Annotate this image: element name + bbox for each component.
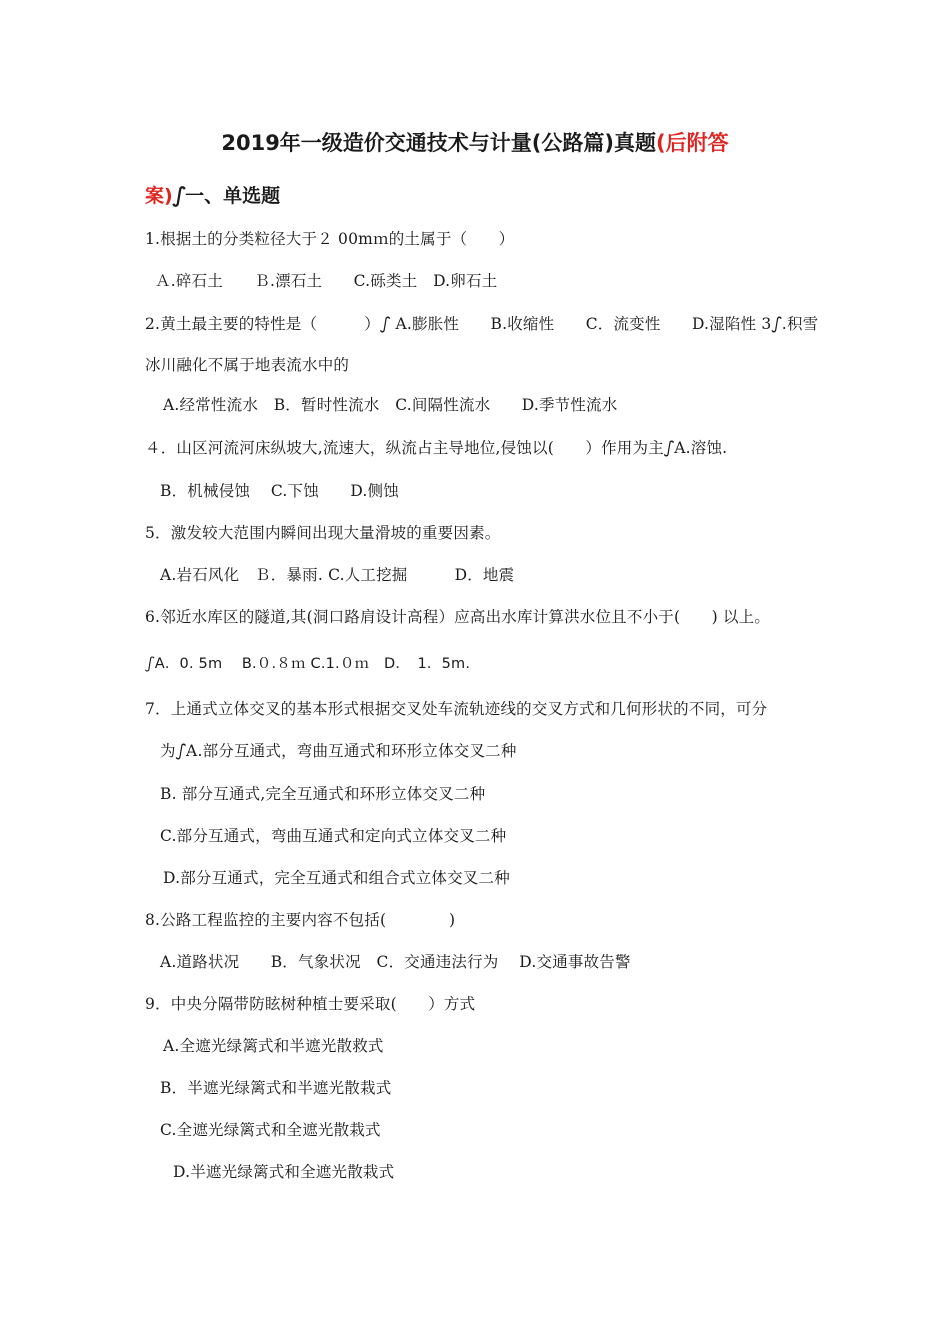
question-1: 1.根据土的分类粒径大于２ 00mｍ的土属于（ ） xyxy=(145,230,515,248)
question-9-option-a: A.全遮光绿篱式和半遮光散救式 xyxy=(163,1037,384,1055)
question-8: 8.公路工程监控的主要内容不包括( ) xyxy=(145,911,456,929)
question-8-options: A.道路状况 B．气象状况 C．交通违法行为 D.交通事故告警 xyxy=(160,953,631,971)
question-9: 9．中央分隔带防眩树种植士要采取( ）方式 xyxy=(145,995,476,1013)
question-3-continued: 冰川融化不属于地表流水中的 xyxy=(145,356,350,374)
question-5-options: A.岩石风化 Ｂ．暴雨. C.人工挖掘 D．地震 xyxy=(160,566,515,584)
section-title: ഽ一、单选题 xyxy=(172,185,281,207)
question-7-option-d: D.部分互通式，完全互通式和组合式立体交叉二种 xyxy=(163,869,510,887)
question-1-options: Ａ.碎石土 Ｂ.漂石土 C.砾类土 D.卵石土 xyxy=(155,272,498,290)
section-red-note: 案) xyxy=(145,185,173,207)
section-heading xyxy=(145,181,280,208)
title-red-note: (后附答 xyxy=(656,131,729,155)
question-7-option-b: B. 部分互通式,完全互通式和环形立体交叉二种 xyxy=(160,785,486,803)
question-9-option-b: B．半遮光绿篱式和半遮光散栽式 xyxy=(160,1079,392,1097)
question-4-options: B．机械侵蚀 C.下蚀 D.侧蚀 xyxy=(160,482,399,500)
question-5: 5．激发较大范围内瞬间出现大量滑坡的重要因素。 xyxy=(145,524,501,542)
document-title xyxy=(0,127,950,157)
question-9-option-c: C.全遮光绿篱式和全遮光散栽式 xyxy=(160,1121,381,1139)
question-9-option-d: D.半遮光绿篱式和全遮光散栽式 xyxy=(173,1163,395,1181)
question-6-options: ഽA．0. 5m B.０.８ｍ C.1.０ｍ D． 1．5m. xyxy=(145,656,471,672)
question-3-options: A.经常性流水 B．暂时性流水 C.间隔性流水 D.季节性流水 xyxy=(163,396,618,414)
question-7-option-c: C.部分互通式，弯曲互通式和定向式立体交叉二种 xyxy=(160,827,507,845)
question-7-option-a: 为ഽA.部分互通式，弯曲互通式和环形立体交叉二种 xyxy=(160,742,517,760)
question-7: 7．上通式立体交叉的基本形式根据交叉处车流轨迹线的交叉方式和几何形状的不同，可分 xyxy=(145,700,768,718)
question-6: 6.邻近水库区的隧道,其(洞口路肩设计高程）应高出水库计算洪水位且不小于( ) 以上。 xyxy=(145,608,771,626)
question-4: ４．山区河流河床纵坡大,流速大，纵流占主导地位,侵蚀以( ）作用为主ഽA.溶蚀. xyxy=(145,439,728,457)
question-2-3: 2.黄土最主要的特性是（ ）ഽ A.膨胀性 B.收缩性 C．流变性 D.湿陷性 3ഽ.积雪 xyxy=(145,315,819,333)
title-main: 2019年一级造价交通技术与计量(公路篇)真题 xyxy=(221,131,657,155)
